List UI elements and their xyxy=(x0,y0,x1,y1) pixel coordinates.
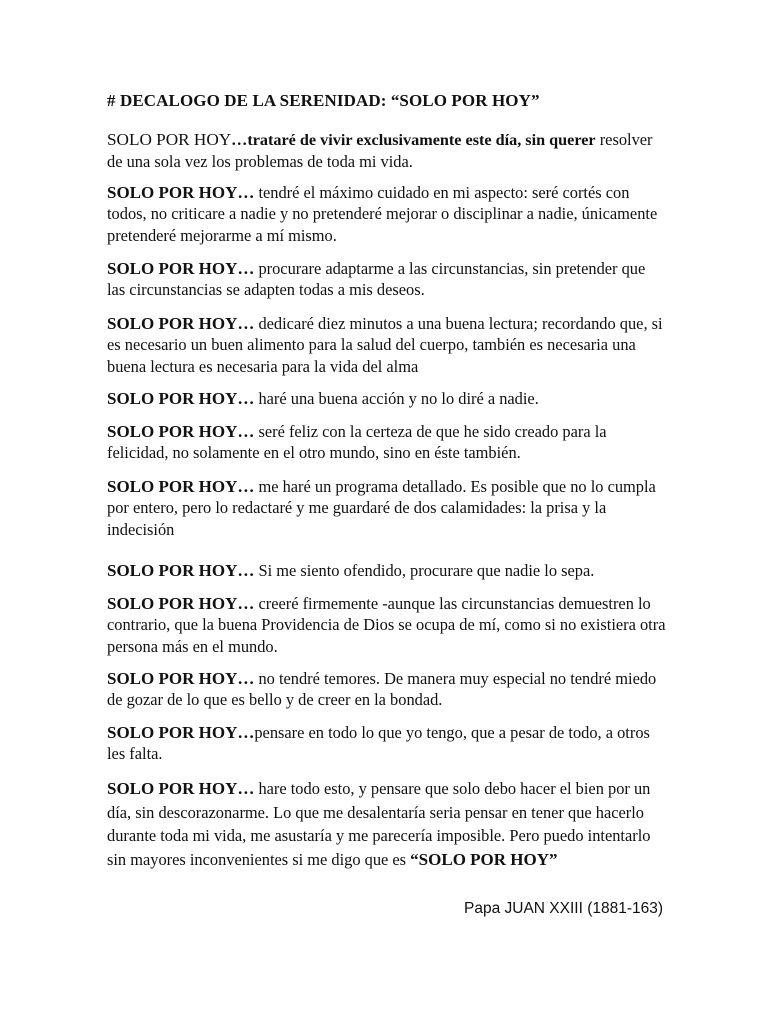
paragraph-3 xyxy=(107,258,667,301)
paragraph-6 xyxy=(107,421,667,464)
paragraph-7 xyxy=(107,476,667,540)
paragraph-9 xyxy=(107,593,667,657)
paragraph-4 xyxy=(107,313,667,377)
paragraph-text: me haré un programa detallado. Es posible que no lo cumpla por entero, pero lo redactaré y me guardaré de dos calamidades: la prisa y la indecisión xyxy=(107,477,656,539)
document-title: # DECALOGO DE LA SERENIDAD: “SOLO POR HOY” xyxy=(107,91,540,110)
paragraph-text: no tendré temores. De manera muy especial no tendré miedo de gozar de lo que es bello y de creer en la bondad. xyxy=(107,669,657,710)
paragraph-lead: SOLO POR HOY… xyxy=(107,422,255,441)
paragraph-lead: SOLO POR HOY… xyxy=(107,561,255,580)
paragraph-2 xyxy=(107,182,667,246)
paragraph-lead: SOLO POR HOY… xyxy=(107,259,255,278)
paragraph-5 xyxy=(107,388,667,409)
paragraph-lead: SOLO POR HOY xyxy=(107,130,232,149)
paragraph-10 xyxy=(107,668,667,711)
paragraph-text: haré una buena acción y no lo diré a nadie. xyxy=(254,389,539,408)
paragraph-lead: SOLO POR HOY… xyxy=(107,477,255,496)
paragraph-8 xyxy=(107,560,667,581)
paragraph-12 xyxy=(107,777,667,871)
paragraph-text: procurare adaptarme a las circunstancias, sin pretender que las circunstancias se adapten todas a mis deseos. xyxy=(107,259,646,300)
paragraph-text: creeré firmemente -aunque las circunstancias demuestren lo contrario, que la buena Providencia de Dios se ocupa de mí, como si no existiera otra persona más en el mundo. xyxy=(107,594,666,656)
paragraph-11 xyxy=(107,722,667,765)
paragraph-bold-text: …trataré de vivir exclusivamente este día, sin querer xyxy=(231,131,596,149)
paragraph-text: pensare en todo lo que yo tengo, que a pesar de todo, a otros les falta. xyxy=(107,723,650,764)
paragraph-lead: SOLO POR HOY… xyxy=(107,594,255,613)
paragraph-text: resolver de una sola vez los problemas de toda mi vida. xyxy=(107,130,653,172)
paragraph-closing: “SOLO POR HOY” xyxy=(410,849,558,869)
paragraph-lead: SOLO POR HOY… xyxy=(107,389,255,408)
paragraph-lead: SOLO POR HOY… xyxy=(107,183,255,202)
paragraph-lead: SOLO POR HOY… xyxy=(107,669,255,688)
paragraph-text: tendré el máximo cuidado en mi aspecto: seré cortés con todos, no criticare a nadie y no pretenderé mejorar o disciplinar a nadie, únicamente pretenderé mejorarme a mí mismo. xyxy=(107,183,658,245)
paragraph-text: dedicaré diez minutos a una buena lectura; recordando que, si es necesario un buen alimento para la salud del cuerpo, también es necesaria una buena lectura es necesaria para la vida del alma xyxy=(107,314,663,376)
signature: Papa JUAN XXIII (1881-163) xyxy=(464,900,664,917)
paragraph-lead: SOLO POR HOY… xyxy=(107,723,255,742)
paragraph-text: Si me siento ofendido, procurare que nadie lo sepa. xyxy=(254,561,595,580)
paragraph-text: seré feliz con la certeza de que he sido creado para la felicidad, no solamente en el otro mundo, sino en éste también. xyxy=(107,422,607,463)
paragraph-lead: SOLO POR HOY… xyxy=(107,314,255,333)
paragraph-1 xyxy=(107,129,667,173)
paragraph-lead: SOLO POR HOY… xyxy=(107,779,255,798)
paragraph-text: hare todo esto, y pensare que solo debo hacer el bien por un día, sin descorazonarme. Lo que me desalentaría seria pensar en tener que hacerlo durante toda mi vida, me asustaría y me parecería imposible. Pero puedo intentarlo sin mayores inconvenientes si me digo que es xyxy=(107,779,651,869)
